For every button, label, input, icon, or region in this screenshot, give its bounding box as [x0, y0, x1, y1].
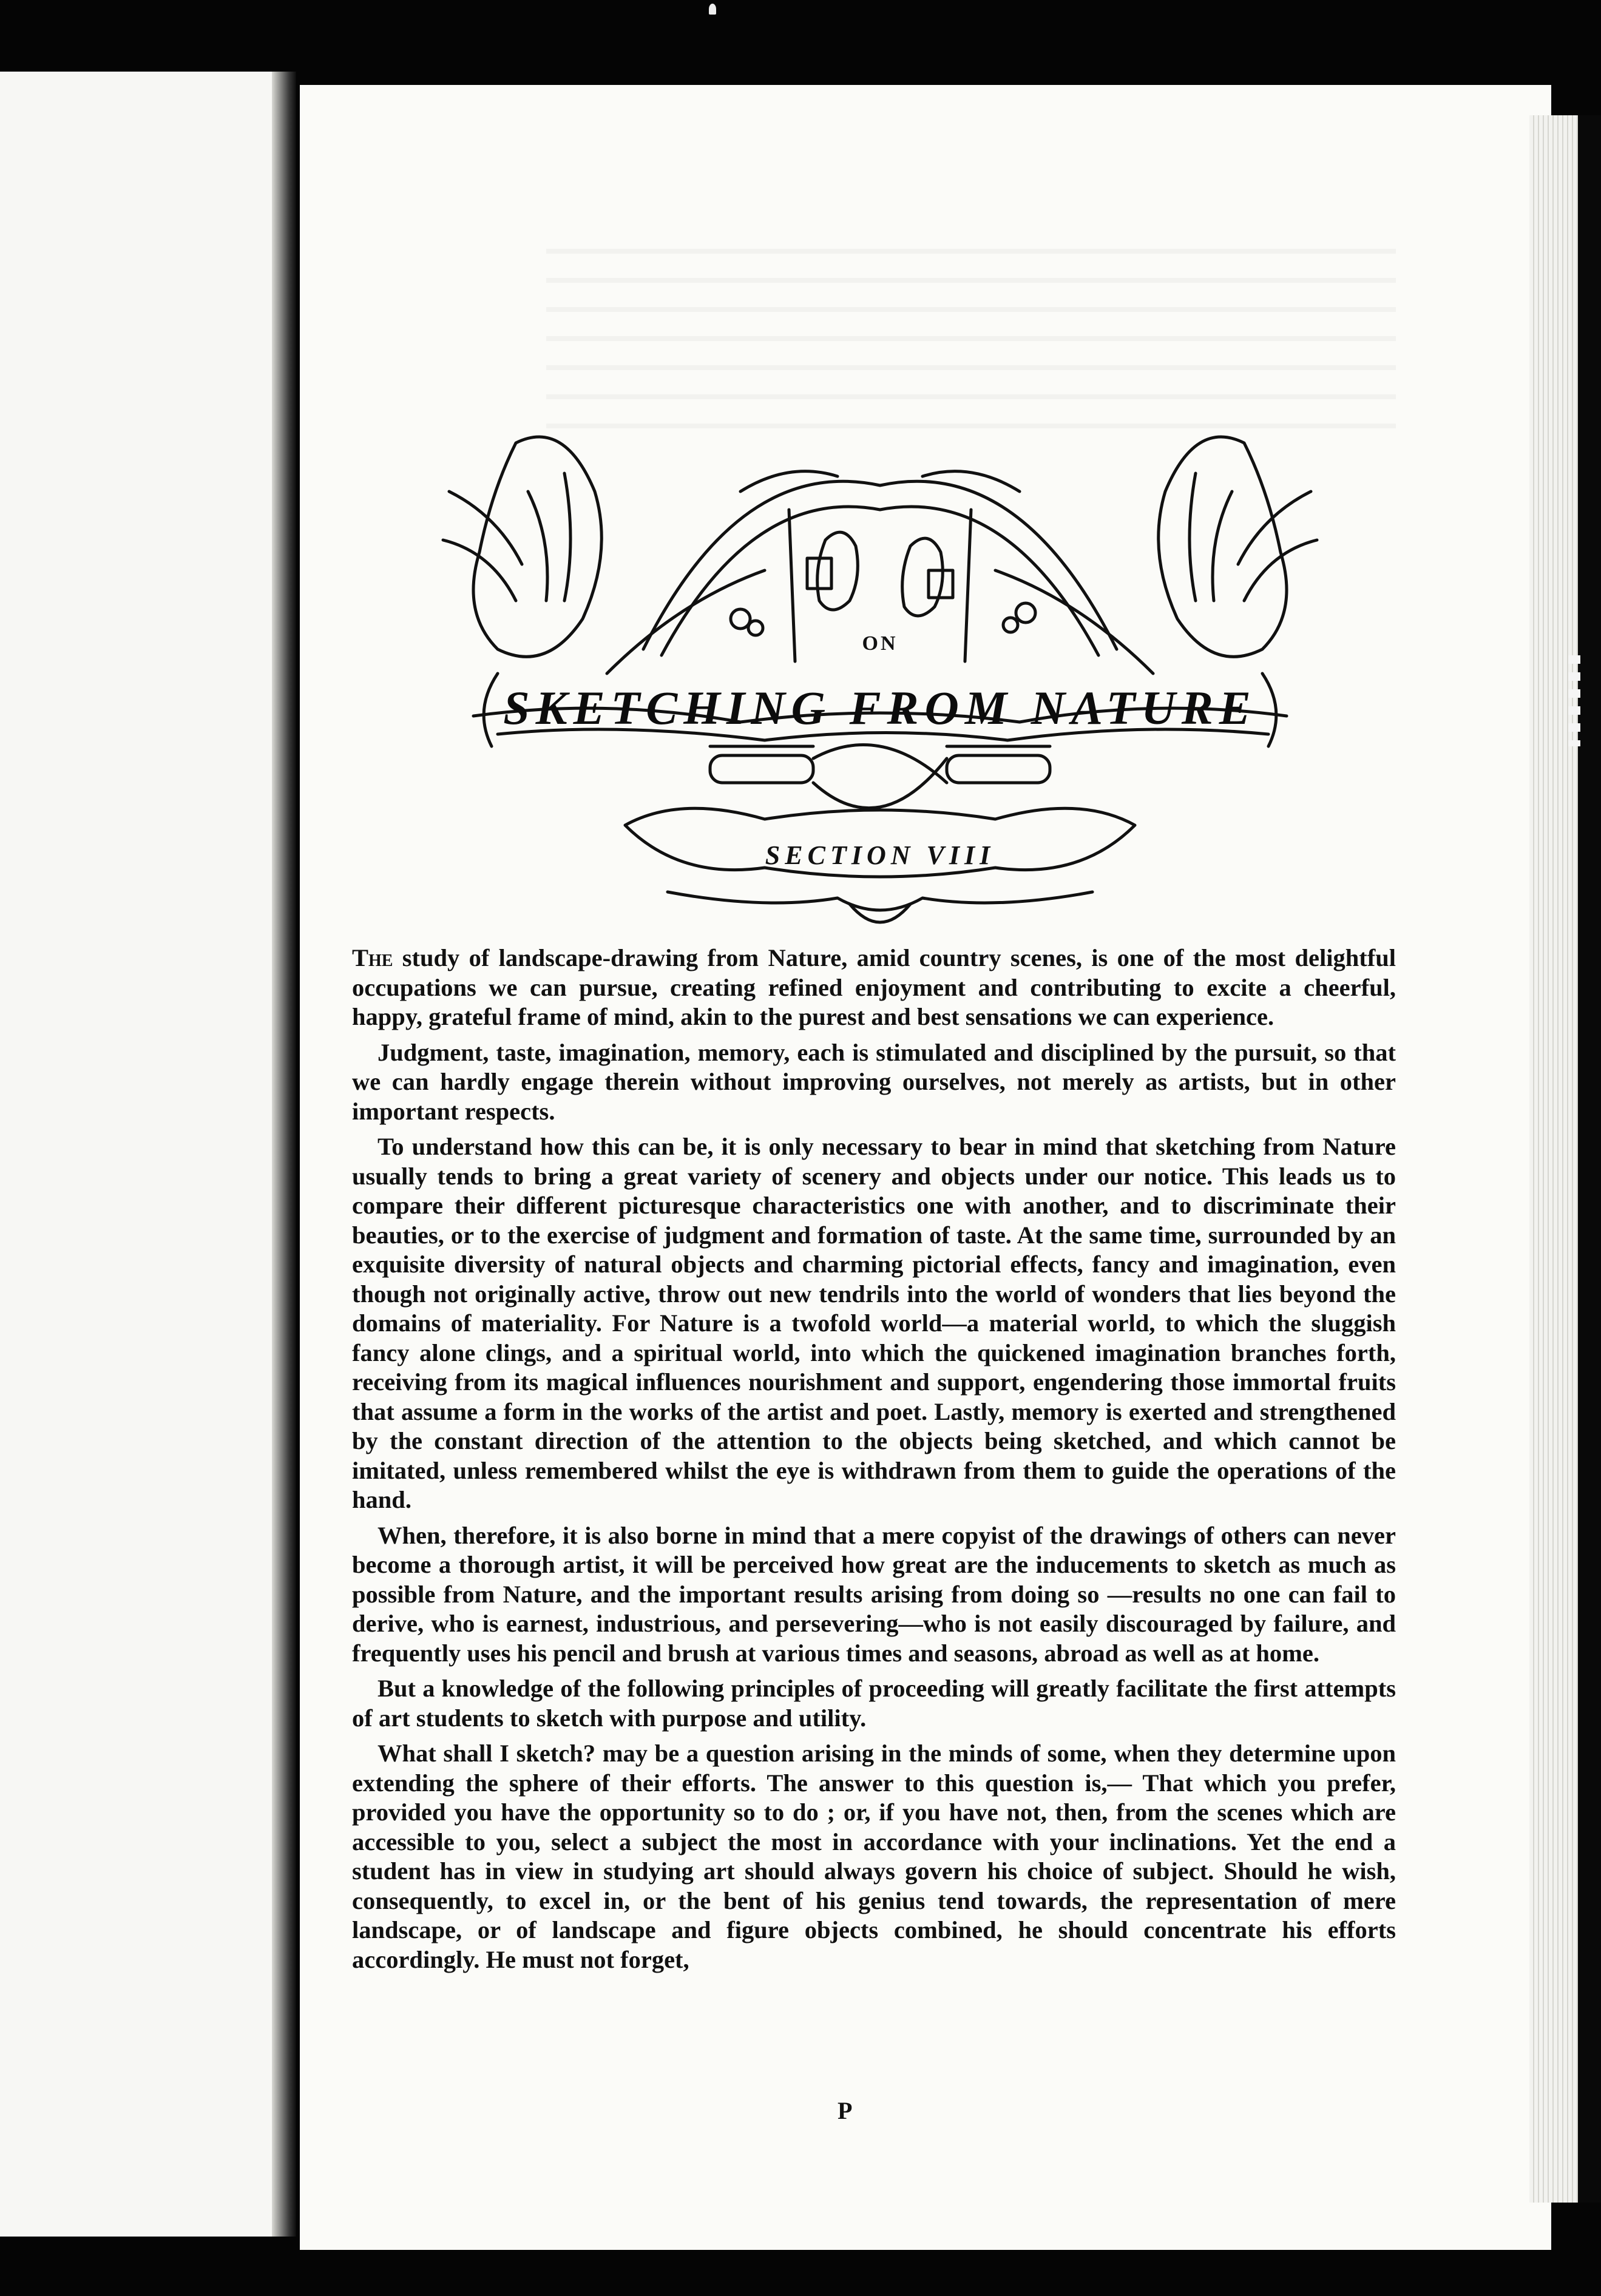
paragraph-1-text: study of landscape-drawing from Nature, amid country scenes, is one of the most delightful occupations we can pursue, creating refined enjoyment and contributing to excite a cheerful, happy, grateful frame of mind, akin to the purest and best sensations we can experience. — [352, 944, 1396, 1030]
paragraph-2: Judgment, taste, imagination, memory, each is stimulated and disciplined by the pursuit, so that we can hardly engage therein without improving ourselves, not merely as artists, but in other important respects. — [352, 1038, 1396, 1125]
book-gutter — [272, 72, 296, 2237]
paragraph-4: When, therefore, it is also borne in mind that a mere copyist of the drawings of others can never become a thorough artist, it will be perceived how great are the inducements to sketch as much as possible from Nature, and the important results arising from doing so —results no one can fail to derive, who is earnest, industrious, and persevering—who is not easily discouraged by failure, and frequently uses his pencil and brush at various times and seasons, abroad as well as at home. — [352, 1521, 1396, 1667]
body-text — [352, 944, 1396, 1980]
bleed-through — [546, 249, 1396, 431]
signature-mark: P — [838, 2097, 853, 2124]
section-label: SECTION VIII — [765, 840, 995, 870]
drop-word: The — [352, 944, 393, 971]
paragraph-6: What shall I sketch? may be a question arising in the minds of some, when they determine upon extending the sphere of their efforts. The answer to this question is,— That which you prefer, provided you have the opportunity so to do ; or, if you have not, then, from the scenes which are accessible to you, select a subject the most in accordance with your inclinations. Yet the end a student has in view in studying art should always govern his choice of subject. Should he wish, consequently, to excel in, or the bent of his genius tend towards, the representation of mere landscape, or of landscape and figure objects combined, he should concentrate his efforts accordingly. He must not forget, — [352, 1740, 1396, 1973]
paragraph-3: To understand how this can be, it is only necessary to bear in mind that sketching from Nature usually tends to bring a great variety of scenery and objects under our notice. This leads us to compare their different picturesque characteristics one with another, and to discriminate their beauties, or to the exercise of judgment and formation of taste. At the same time, surrounded by an exquisite diversity of natural objects and charming pictorial effects, fancy and imagination, even though not originally active, throw out new tendrils into the world of wonders that lies beyond the domains of materiality. For Nature is a twofold world—a material world, to which the sluggish fancy alone clings, and a spiritual world, into which the quickened imagination branches forth, receiving from its magical influences nourishment and support, engendering those immortal fruits that assume a form in the works of the artist and poet. Lastly, memory is exerted and strengthened by the constant direction of the attention to the objects being sketched, and which cannot be imitated, unless remembered whilst the eye is withdrawn from them to guide the operations of the hand. — [352, 1133, 1396, 1513]
paragraph-1 — [352, 944, 1396, 1032]
title-prefix: ON — [862, 632, 898, 655]
edge-marks — [1568, 655, 1580, 746]
previous-page — [0, 72, 272, 2237]
chapter-ornament — [425, 419, 1335, 965]
chapter-title: SKETCHING FROM NATURE — [503, 681, 1257, 734]
page-edges — [1529, 115, 1582, 2203]
binding-mark — [709, 4, 716, 15]
paragraph-5: But a knowledge of the following principles of proceeding will greatly facilitate the first attempts of art students to sketch with purpose and utility. — [352, 1675, 1396, 1732]
page-edge-shadow — [1578, 115, 1601, 2203]
